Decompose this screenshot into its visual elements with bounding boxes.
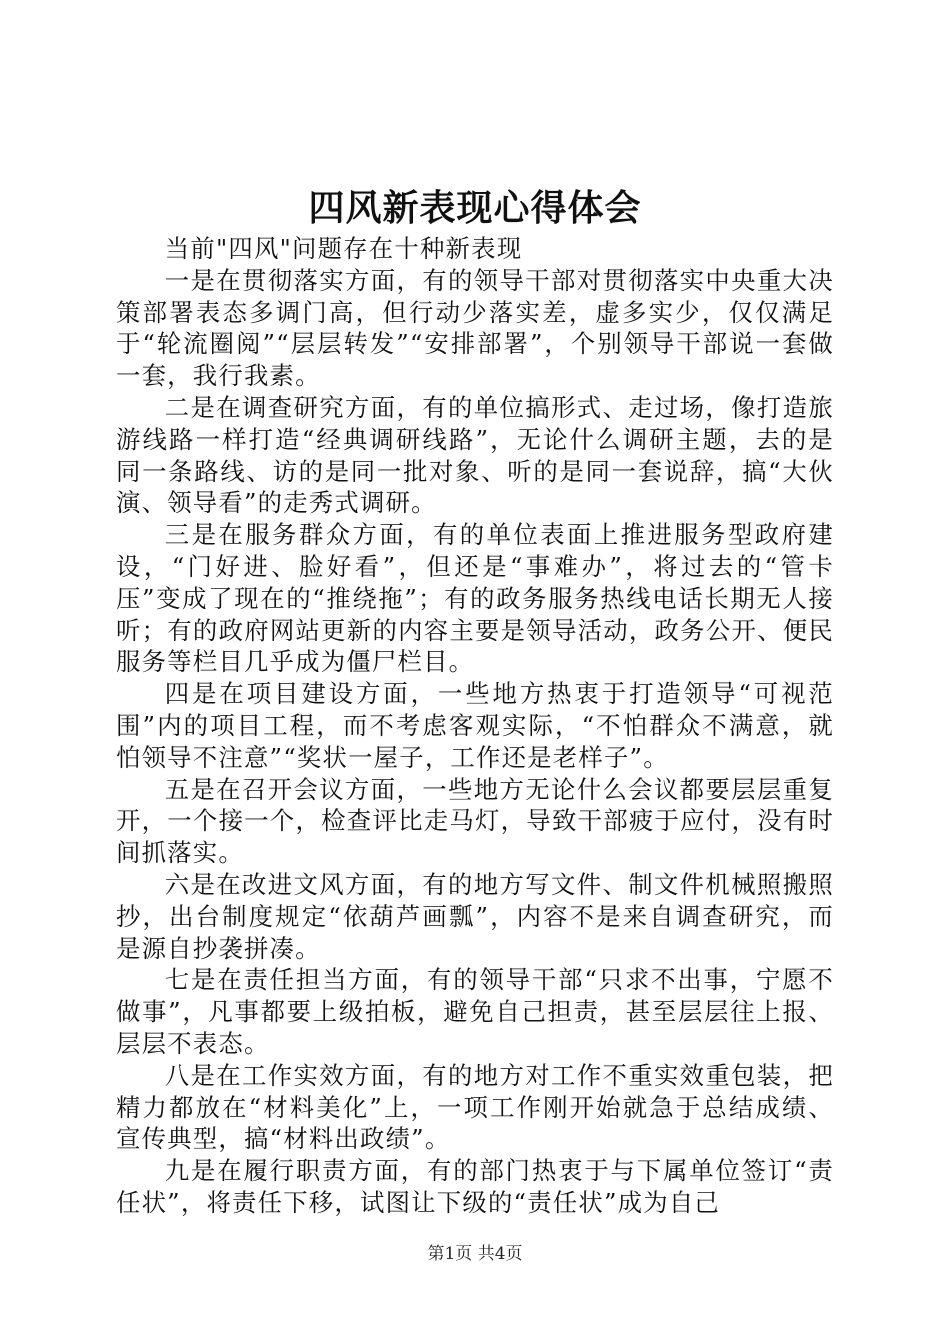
paragraph-3: 三是在服务群众方面，有的单位表面上推进服务型政府建设，“门好进、脸好看”，但还是“事难办”，将过去的“管卡压”变成了现在的“推绕拖”；有的政务服务热线电话长期无人接听；有的政府网站更新的内容主要是领导活动，政务公开、便民服务等栏目几乎成为僵尸栏目。 [116, 520, 834, 677]
paragraph-intro: 当前"四风"问题存在十种新表现 [164, 234, 523, 263]
paragraph-1: 一是在贯彻落实方面，有的领导干部对贯彻落实中央重大决策部署表态多调门高，但行动少落实差，虚多实少，仅仅满足于“轮流圈阅”“层层转发”“安排部署”，个别领导干部说一套做一套，我行我素。 [116, 265, 834, 391]
paragraph-8: 八是在工作实效方面，有的地方对工作不重实效重包装，把精力都放在“材料美化”上，一项工作刚开始就急于总结成绩、宣传典型，搞“材料出政绩”。 [116, 1060, 834, 1154]
document-title: 四风新表现心得体会 [308, 187, 642, 229]
page-indicator: 第1页 共4页 [427, 1244, 523, 1264]
paragraph-4: 四是在项目建设方面，一些地方热衷于打造领导“可视范围”内的项目工程，而不考虑客观实际，“不怕群众不满意，就怕领导不注意”“奖状一屋子，工作还是老样子”。 [116, 679, 834, 772]
paragraph-7: 七是在责任担当方面，有的领导干部“只求不出事，宁愿不做事”，凡事都要上级拍板，避免自己担责，甚至层层往上报、层层不表态。 [116, 965, 834, 1058]
paragraph-2: 二是在调查研究方面，有的单位搞形式、走过场，像打造旅游线路一样打造“经典调研线路”，无论什么调研主题，去的是同一条路线、访的是同一批对象、听的是同一套说辞，搞“大伙演、领导看”的走秀式调研。 [116, 392, 834, 518]
paragraph-6: 六是在改进文风方面，有的地方写文件、制文件机械照搬照抄，出台制度规定“依葫芦画瓢”，内容不是来自调查研究，而是源自抄袭拼凑。 [116, 869, 834, 963]
document-body [116, 233, 834, 1219]
paragraph-5: 五是在召开会议方面，一些地方无论什么会议都要层层重复开，一个接一个，检查评比走马灯，导致干部疲于应付，没有时间抓落实。 [116, 774, 834, 868]
paragraph-9: 九是在履行职责方面，有的部门热衷于与下属单位签订“责任状”，将责任下移，试图让下级的“责任状”成为自己 [116, 1156, 834, 1217]
page-footer [0, 1242, 950, 1266]
